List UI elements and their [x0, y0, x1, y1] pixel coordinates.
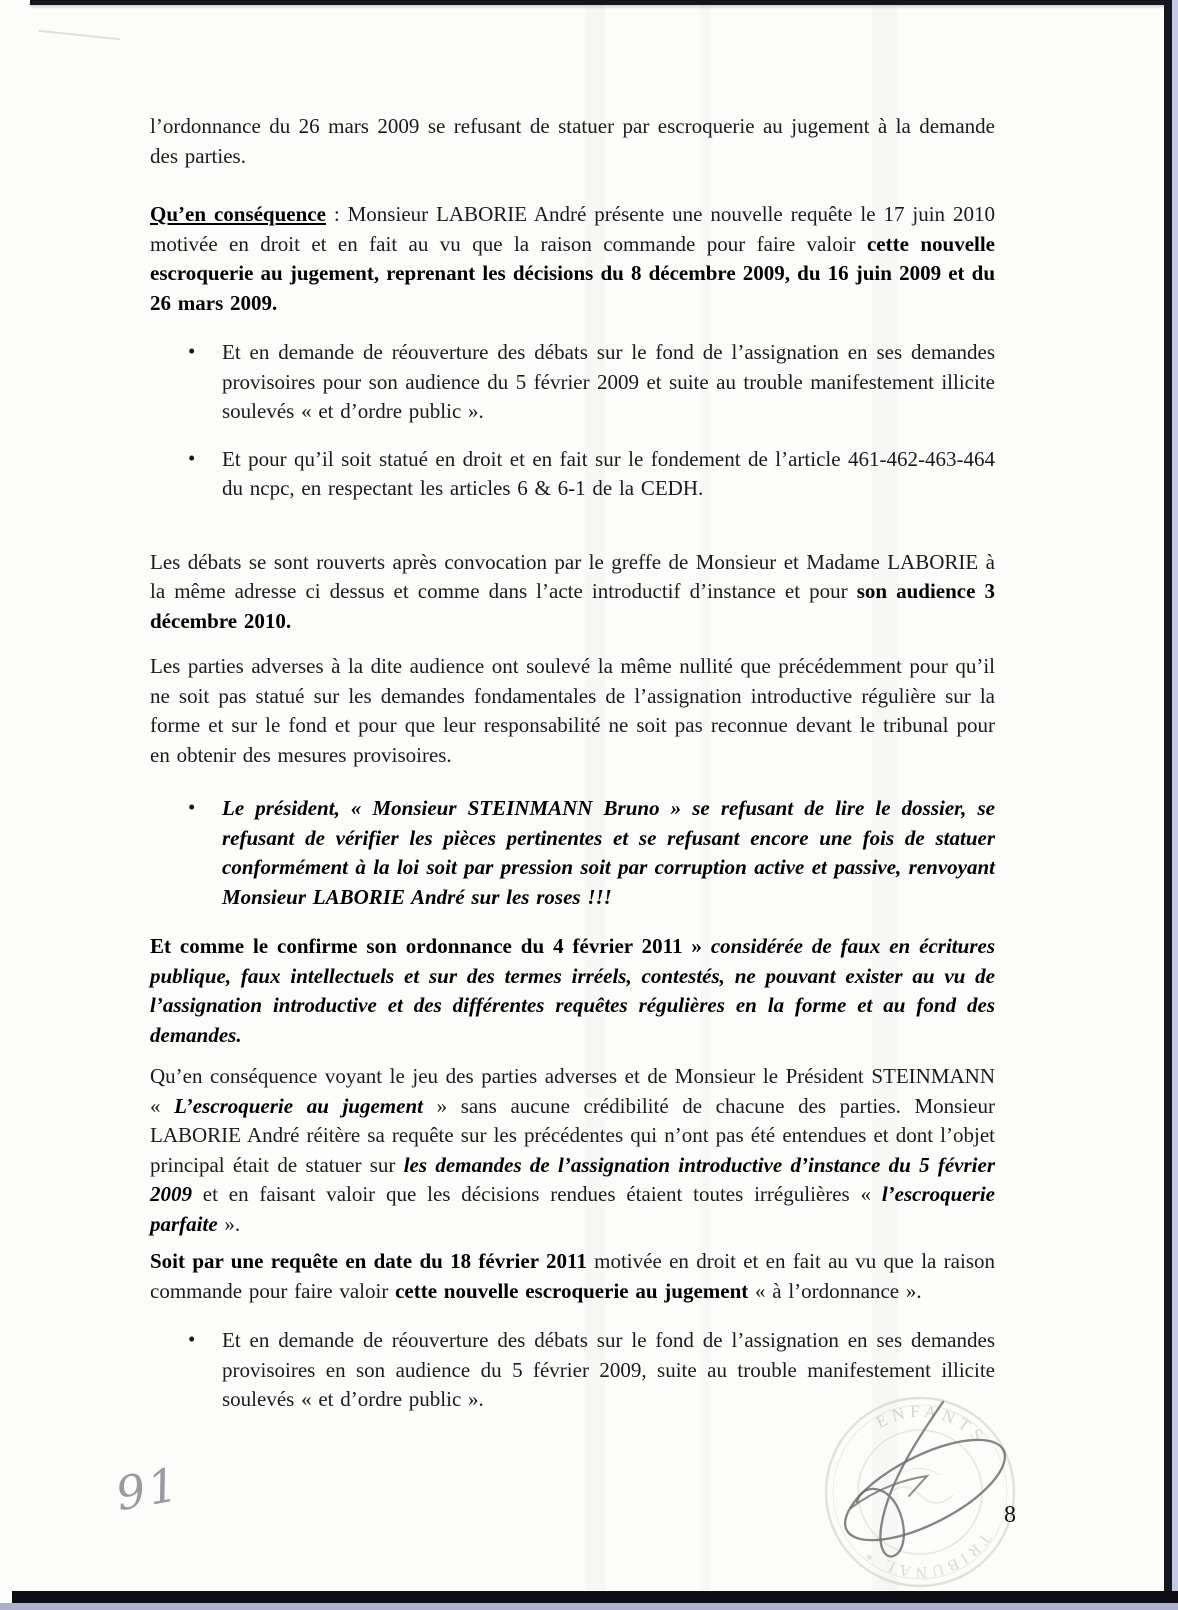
text-segment: les demandes de l’assignation introductive d’instance du 5 février 2009 [150, 1152, 996, 1206]
pencil-scratch [38, 30, 120, 41]
text-segment: Les débats se sont rouverts après convocation par le greffe de Monsieur et Madame LABORIE à la même adresse ci dessus et comme dans l’acte introductif d’instance et pour [150, 549, 995, 603]
text-segment: Et en demande de réouverture des débats sur le fond de l’assignation en ses demandes provisoires en son audience du 5 février 2009, suite au trouble manifestement illicite soulevés « et d’ordre public ». [222, 1328, 995, 1411]
paragraph-requete-fevrier [150, 1247, 995, 1306]
bullet-icon: • [188, 339, 196, 363]
text-segment: l’escroquerie parfaite [150, 1182, 995, 1236]
text-segment: Soit par une requête en date du 18 février 2011 [150, 1249, 587, 1273]
text-segment: Qu’en conséquence voyant le jeu des parties adverses et de Monsieur le Président STEINMANN « [150, 1064, 995, 1118]
text-segment: cette nouvelle escroquerie au jugement [395, 1278, 749, 1303]
signature-stroke [857, 1402, 943, 1556]
page-number: 8 [1004, 1502, 1016, 1528]
paragraph-consequence [150, 200, 995, 318]
text-segment: : Monsieur LABORIE André présente une nouvelle requête le 17 juin 2010 motivée en droit et en fait au vu que la raison commande pour faire valoir [150, 202, 995, 256]
signature-scribble [775, 1390, 1075, 1590]
paragraph-parties-adverses [150, 652, 995, 770]
text-segment: et en faisant valoir que les décisions rendues étaient toutes irrégulières « [192, 1182, 882, 1206]
document-content [150, 0, 995, 1415]
stamp-arc-bottom-text: TRIBUNAL * [859, 1529, 994, 1581]
bullet-item-statue-droit [150, 445, 995, 504]
scan-strip-right [1172, 0, 1178, 1610]
scan-edge-right [1164, 0, 1172, 1604]
text-segment: L’escroquerie au jugement [174, 1093, 423, 1118]
text-segment: son audience 3 décembre 2010. [150, 579, 996, 633]
text-segment: l’ordonnance du 26 mars 2009 se refusant de statuer par escroquerie au jugement à la demande des parties. [150, 114, 995, 168]
handwritten-page-note: 91 [111, 1456, 185, 1522]
text-segment: » sans aucune crédibilité de chacune des parties. Monsieur LABORIE André réitère sa requête sur les précédentes qui n’ont pas été entendues et dont l’objet principal était de statuer sur [150, 1093, 995, 1177]
paragraph-debats-rouverts [150, 548, 995, 637]
bullet-icon: • [188, 445, 196, 470]
text-segment: Et comme le confirme son ordonnance du 4 février 2011 » [150, 934, 711, 958]
bullet-icon: • [188, 795, 196, 819]
signature-loop [831, 1420, 1019, 1560]
text-segment: Et pour qu’il soit statué en droit et en fait sur le fondement de l’article 461-462-463-464 du ncpc, en respectant les articles 6 & 6-1 de la CEDH. [222, 446, 995, 500]
bullet-item-reouverture-1 [150, 338, 995, 427]
text-segment: motivée en droit et en fait au vu que la raison commande pour faire valoir [150, 1249, 995, 1303]
text-segment: Qu’en conséquence [150, 202, 326, 226]
paragraph-ordonnance [150, 112, 995, 171]
text-segment: Et en demande de réouverture des débats sur le fond de l’assignation en ses demandes provisoires pour son audience du 5 février 2009 et suite au trouble manifestement illicite soulevés « et d’ordre public ». [222, 340, 995, 423]
text-segment: « à l’ordonnance ». [748, 1278, 922, 1303]
text-segment: Les parties adverses à la dite audience ont soulevé la même nullité que précédemment pour qu’il ne soit pas statué sur les demandes fondamentales de l’assignation introductive régulière sur la forme et sur le fond et pour que leur responsabilité ne soit pas reconnue devant le tribunal pour en obtenir des mesures provisoires. [150, 654, 995, 767]
paragraph-ordonnance-fevrier [150, 932, 995, 1050]
bullet-icon: • [188, 1327, 196, 1351]
text-segment: considérée de faux en écritures publique, faux intellectuels et sur des termes irréels, contestés, ne pouvant exister au vu de l’assignation introductive et des différentes requêtes régulières en la forme et au fond des demandes. [150, 934, 995, 1047]
text-segment: Le président, « Monsieur STEINMANN Bruno » se refusant de lire le dossier, se refusant de vérifier les pièces pertinentes et se refusant encore une fois de statuer conformément à la loi soit par pression soit par corruption active et passive, renvoyant Monsieur LABORIE André sur les roses !!! [222, 796, 995, 909]
stamp-arc-top-text: ENFANTS [873, 1401, 991, 1449]
text-segment: ». [217, 1211, 241, 1236]
text-segment: cette nouvelle escroquerie au jugement, reprenant les décisions du 8 décembre 2009, du 16 juin 2009 et du 26 mars 2009. [150, 231, 995, 315]
bullet-item-president-steinmann [150, 794, 995, 912]
paragraph-consequence-voyant [150, 1062, 995, 1239]
